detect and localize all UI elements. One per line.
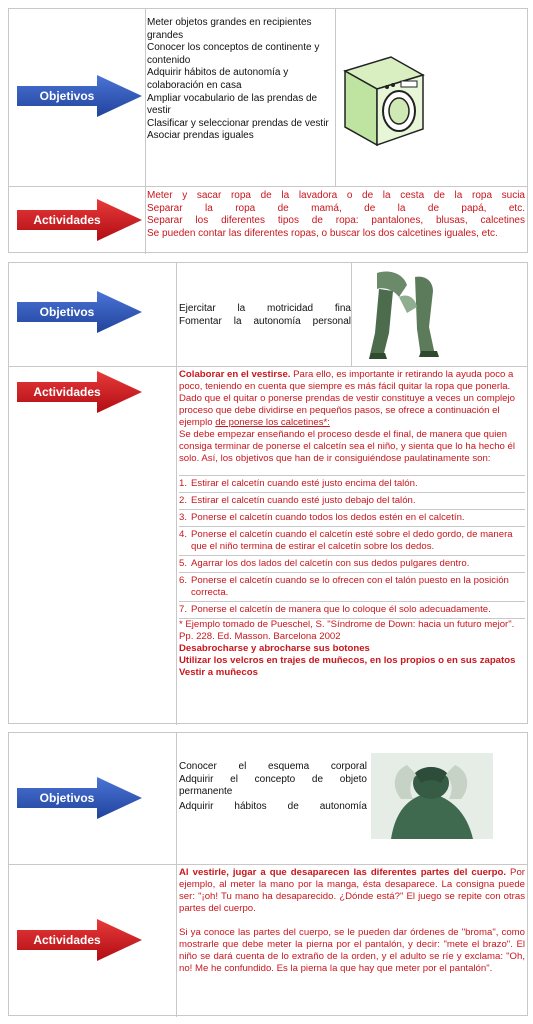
step-text: Ponerse el calcetín cuando se lo ofrecen con el talón puesto en la posición correcta. bbox=[191, 575, 509, 598]
list-item bbox=[179, 601, 525, 619]
objetivos-arrow bbox=[17, 291, 142, 333]
label-column bbox=[9, 367, 177, 725]
step-number: 6. bbox=[179, 575, 188, 586]
actividades-text bbox=[147, 190, 525, 240]
column-divider bbox=[335, 9, 336, 186]
steps-list bbox=[179, 475, 525, 619]
step-text: Ponerse el calcetín de manera que lo coloque él solo adecuadamente. bbox=[191, 604, 491, 615]
actividad-item: Se pueden contar las diferentes ropas, o buscar los dos calcetines iguales, etc. bbox=[147, 227, 498, 239]
objetivo-item: Meter objetos grandes en recipientes grandes bbox=[147, 17, 312, 41]
step-text: Ponerse el calcetín cuando el calcetín esté sobre el dedo gordo, de manera que el niño termina de estirar el calcetín sobre los dedos. bbox=[191, 529, 513, 552]
objetivo-item: Clasificar y seleccionar prendas de vestir bbox=[147, 117, 329, 129]
activity-text: Por ejemplo, al meter la mano por la manga, ésta desaparece. La consigna puede ser: "¡oh! Tu mano ha desaparecido. ¿Dónde está?" El juego se repite con otras partes del cuerpo. bbox=[179, 867, 525, 914]
objetivo-item: Asociar prendas iguales bbox=[147, 130, 254, 142]
footnote: * Ejemplo tomado de Pueschel, S. "Síndrome de Down: hacia un futuro mejor". Pp. 228. Ed. Masson. Barcelona 2002 bbox=[179, 619, 515, 642]
activity-paragraph: Se debe empezar enseñando el proceso desde el final, de manera que quien consiga terminar de ponerse el calcetín sea el niño, y sienta que lo ha hecho él solo. Así, los objetivos que han de ir consiguiéndose paulatinamente son: bbox=[179, 429, 515, 464]
actividad-item: Separar la ropa de mamá, de la de papá, etc. bbox=[147, 202, 525, 214]
step-number: 4. bbox=[179, 529, 188, 540]
list-item bbox=[179, 492, 525, 509]
objetivo-item: Conocer el esquema corporal bbox=[179, 761, 367, 772]
actividades-row bbox=[9, 367, 527, 725]
activity-bold-item: Desabrocharse y abrocharse sus botones bbox=[179, 643, 370, 654]
actividades-text bbox=[179, 369, 525, 679]
activity-intro bbox=[179, 867, 525, 915]
step-text: Agarrar los dos lados del calcetín con sus dedos pulgares dentro. bbox=[191, 558, 470, 569]
person-putting-on-socks-icon bbox=[359, 267, 449, 363]
card-body-scheme bbox=[8, 732, 528, 1016]
actividades-text bbox=[179, 867, 525, 975]
activity-text: Para ello, es importante ir retirando la ayuda poco a poco, teniendo en cuenta que siempre es más fácil quitar la ropa que ponerla. bbox=[179, 369, 514, 392]
list-item bbox=[179, 572, 525, 601]
list-item bbox=[179, 509, 525, 526]
activity-bold-item: Vestir a muñecos bbox=[179, 667, 258, 678]
objetivo-item: Ampliar vocabulario de las prendas de vestir bbox=[147, 92, 318, 117]
column-divider bbox=[351, 263, 352, 366]
step-number: 2. bbox=[179, 495, 188, 506]
objetivo-item: Fomentar la autonomía personal bbox=[179, 315, 351, 327]
step-number: 5. bbox=[179, 558, 188, 569]
card-socks bbox=[8, 262, 528, 724]
actividad-item: Meter y sacar ropa de la lavadora o de la cesta de la ropa sucia bbox=[147, 190, 525, 201]
actividades-arrow bbox=[17, 199, 142, 241]
objetivo-item: Adquirir hábitos de autonomía y colaboración en casa bbox=[147, 67, 289, 91]
activity-paragraph bbox=[179, 393, 525, 429]
card-laundry bbox=[8, 8, 528, 253]
objetivos-text bbox=[179, 761, 367, 813]
objetivos-row bbox=[9, 733, 527, 865]
objetivos-text bbox=[147, 17, 335, 143]
objetivo-item: Adquirir el concepto de objeto permanente bbox=[179, 773, 367, 798]
step-number: 7. bbox=[179, 604, 188, 615]
socks-photo bbox=[359, 267, 449, 363]
objetivos-label: Objetivos bbox=[39, 305, 95, 319]
activity-paragraph: Si ya conoce las partes del cuerpo, se le pueden dar órdenes de "broma", como mostrarle que debe meter la pierna por el pantalón, y decir: "mete el brazo". El niño se dará cuenta de lo extraño de la orden, y el adulto se ríe y exclama: "Oh, no! Me he confundido. Es la pierna la que hay que meter por el pantalón". bbox=[179, 927, 525, 974]
step-number: 3. bbox=[179, 512, 188, 523]
socks-example-link: de ponerse los calcetines*: bbox=[215, 417, 330, 428]
activity-bold-item: Utilizar los velcros en trajes de muñecos, en los propios o en sus zapatos bbox=[179, 655, 516, 666]
objetivos-label: Objetivos bbox=[39, 791, 95, 805]
step-text: Estirar el calcetín cuando esté justo debajo del talón. bbox=[191, 495, 416, 506]
step-text: Ponerse el calcetín cuando todos los dedos estén en el calcetín. bbox=[191, 512, 465, 523]
list-item bbox=[179, 475, 525, 492]
actividades-row bbox=[9, 187, 527, 254]
objetivo-item: Conocer los conceptos de continente y contenido bbox=[147, 42, 320, 66]
actividades-row bbox=[9, 865, 527, 1017]
objetivo-item: Ejercitar la motricidad fina bbox=[179, 303, 351, 314]
washing-machine-image bbox=[339, 49, 429, 149]
objetivos-row bbox=[9, 9, 527, 187]
objetivo-item: Adquirir hábitos de autonomía bbox=[179, 800, 367, 812]
activity-title: Al vestirle, jugar a que desaparecen las diferentes partes del cuerpo. bbox=[179, 867, 507, 878]
activity-title: Colaborar en el vestirse. bbox=[179, 369, 291, 380]
actividades-label: Actividades bbox=[33, 933, 101, 947]
list-item bbox=[179, 555, 525, 572]
washing-machine-icon bbox=[339, 49, 429, 149]
actividades-arrow bbox=[17, 919, 142, 961]
activity-text: Dado que el quitar o ponerse prendas de vestir constituye a veces un complejo proceso que debe dividirse en pequeños pasos, se ofrece a continuación el ejemplo bbox=[179, 393, 515, 428]
objetivos-arrow bbox=[17, 75, 142, 117]
activity-intro bbox=[179, 369, 525, 393]
step-text: Estirar el calcetín cuando esté justo encima del talón. bbox=[191, 478, 418, 489]
list-item bbox=[179, 526, 525, 555]
actividad-item: Separar los diferentes tipos de ropa: pantalones, blusas, calcetines bbox=[147, 215, 525, 227]
actividades-arrow bbox=[17, 371, 142, 413]
step-number: 1. bbox=[179, 478, 188, 489]
actividades-label: Actividades bbox=[33, 385, 101, 399]
objetivos-arrow bbox=[17, 777, 142, 819]
actividades-label: Actividades bbox=[33, 213, 101, 227]
objetivos-label: Objetivos bbox=[39, 89, 95, 103]
objetivos-row bbox=[9, 263, 527, 367]
child-dressing-photo bbox=[371, 753, 493, 839]
child-pulling-shirt-icon bbox=[371, 753, 493, 839]
objetivos-text bbox=[179, 303, 351, 328]
